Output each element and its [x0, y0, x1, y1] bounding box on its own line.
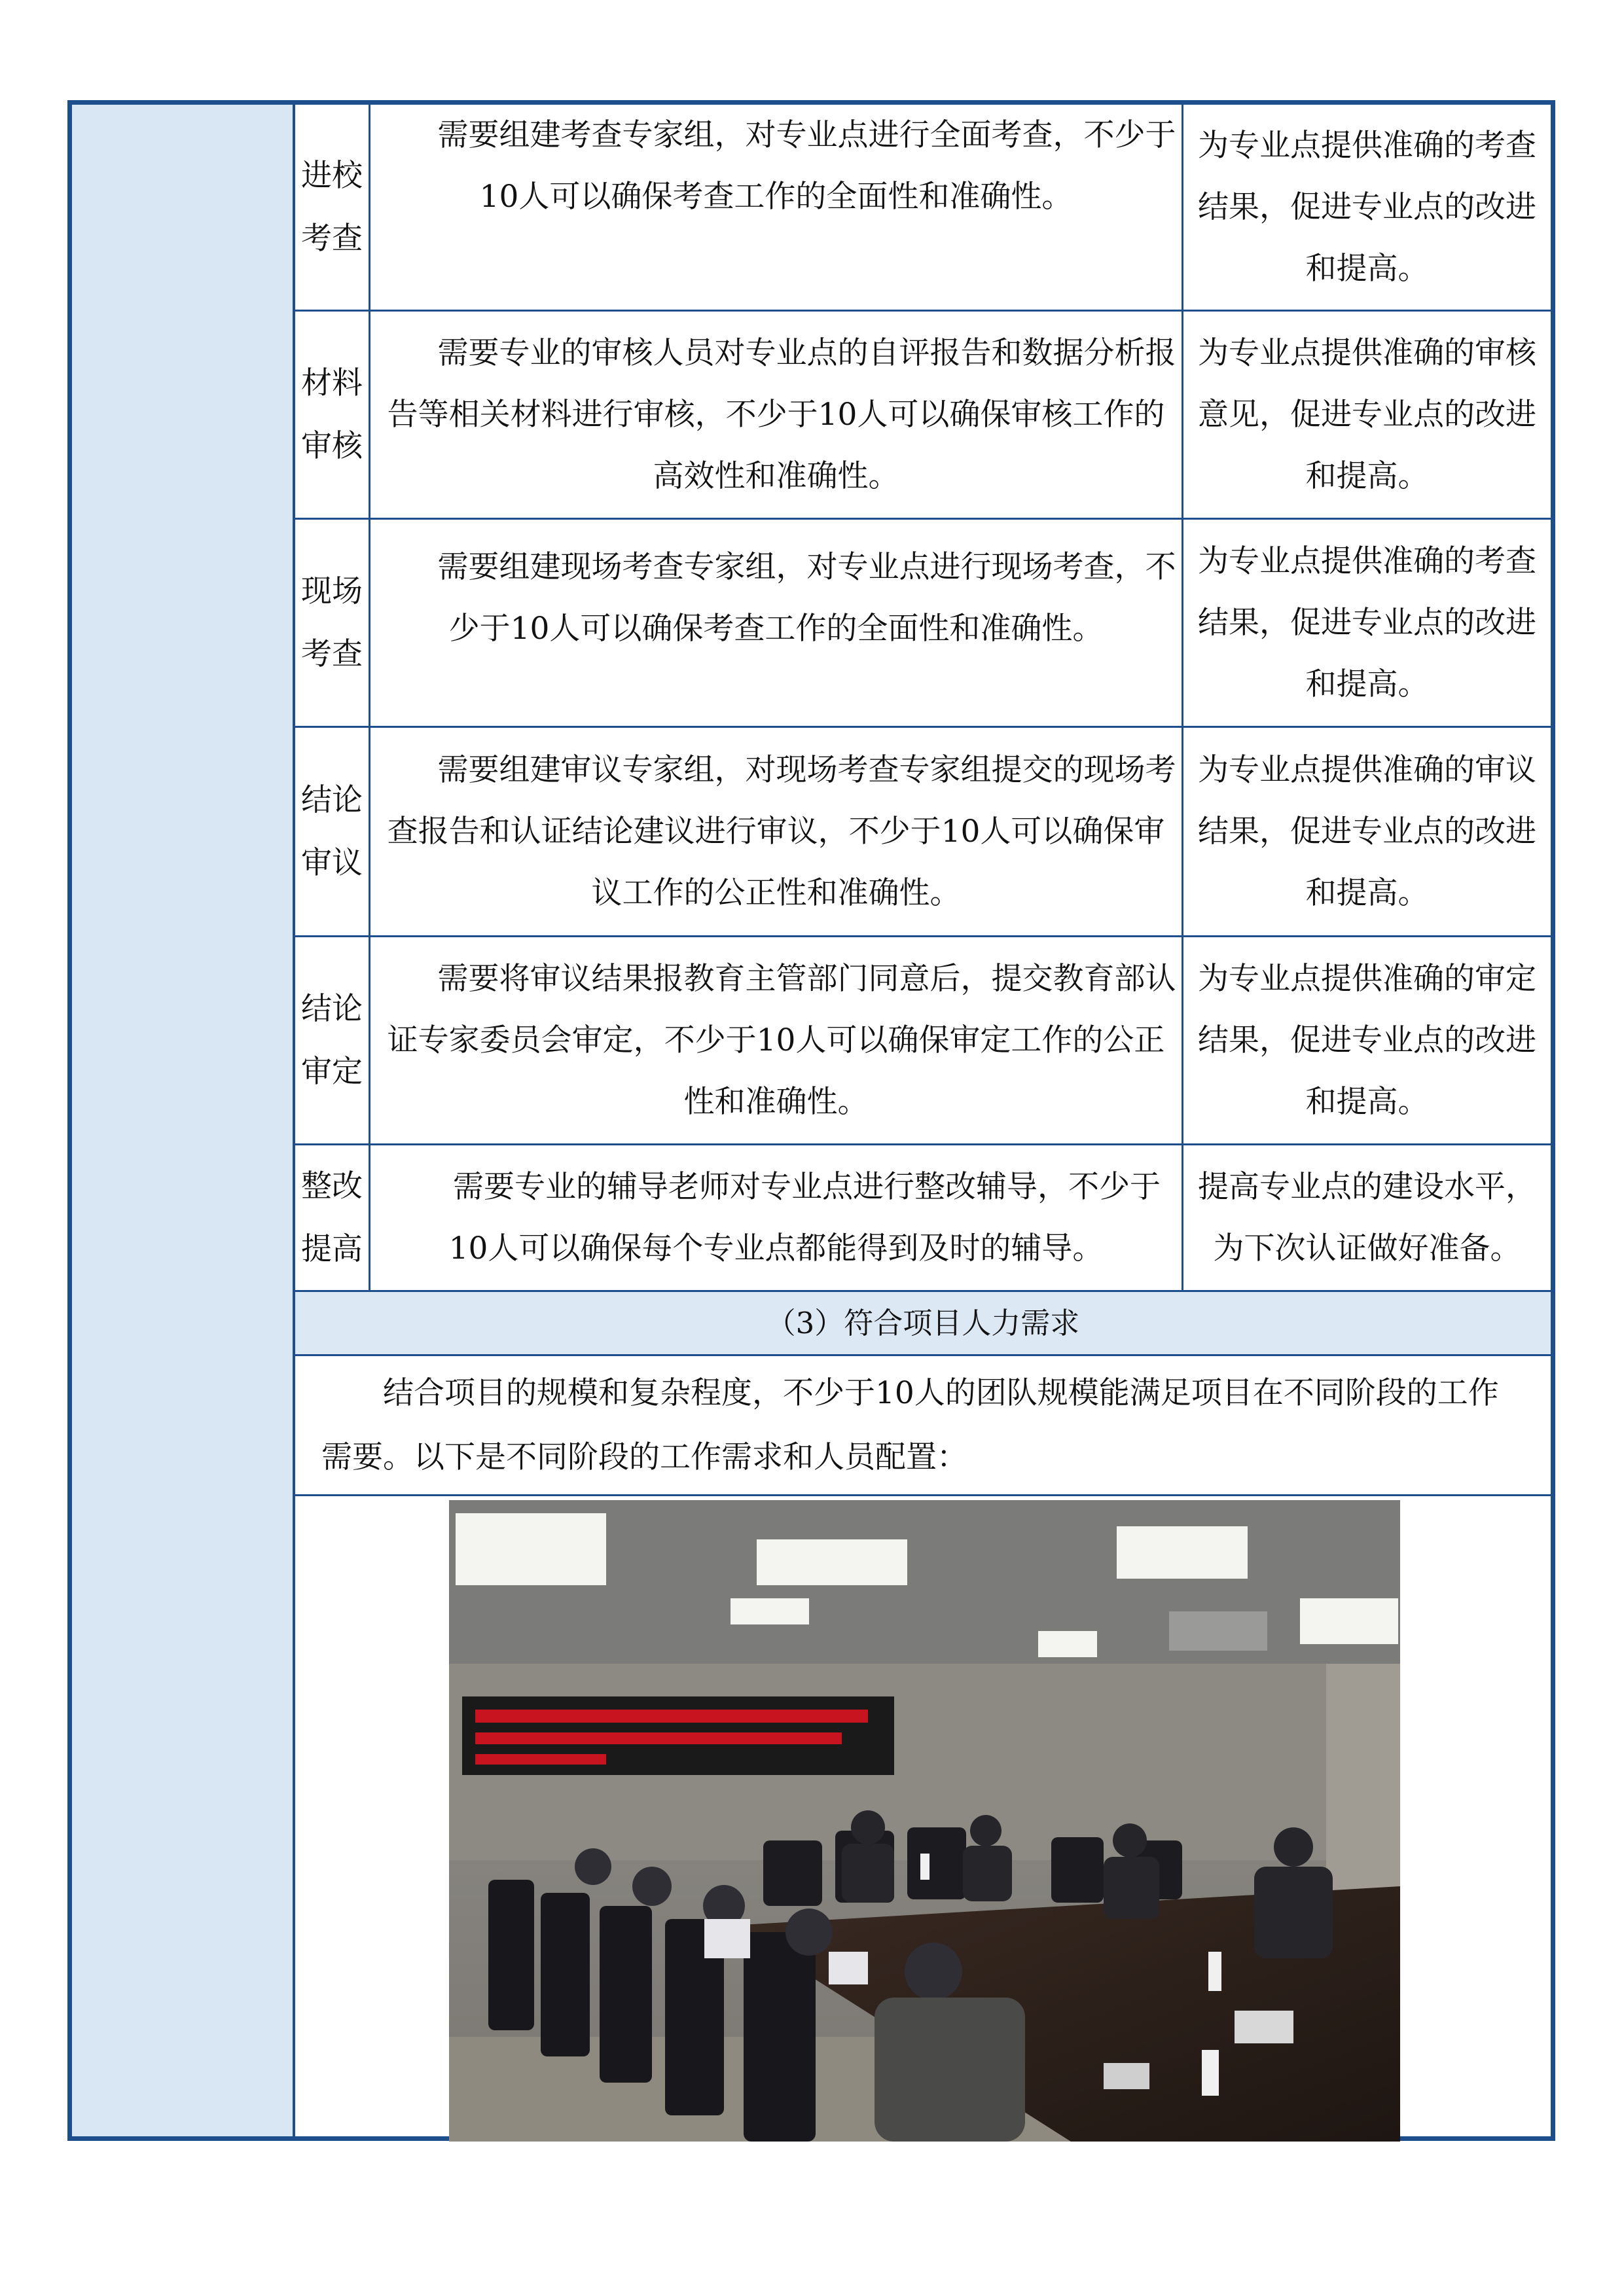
stage-cell	[295, 1145, 370, 1290]
requirement-text: 需要专业的辅导老师对专业点进行整改辅导，不少于10人可以确保每个专业点都能得到及时的辅导。	[448, 1168, 1161, 1266]
stage-label: 整改提高	[301, 1168, 363, 1267]
intro-paragraph: 结合项目的规模和复杂程度，不少于10人的团队规模能满足项目在不同阶段的工作需要。以下是不同阶段的工作需求和人员配置：	[321, 1374, 1499, 1475]
stage-label: 结论审定	[301, 990, 363, 1090]
left-column	[72, 105, 295, 2136]
result-text: 为专业点提供准确的审定结果，促进专业点的改进和提高。	[1198, 960, 1536, 1120]
stage-label: 现场考查	[301, 573, 363, 672]
table-row	[295, 105, 1551, 312]
photo-row	[295, 1496, 1551, 2138]
stage-cell	[295, 520, 370, 726]
document-frame	[67, 100, 1555, 2141]
requirement-cell	[370, 105, 1183, 310]
stage-cell	[295, 105, 370, 310]
requirement-cell	[370, 312, 1183, 518]
stage-cell	[295, 312, 370, 518]
requirement-text: 需要组建考查专家组，对专业点进行全面考查，不少于10人可以确保考查工作的全面性和准确性。	[437, 117, 1176, 215]
result-cell	[1183, 105, 1551, 310]
section-heading: （3）符合项目人力需求	[766, 1305, 1080, 1340]
stage-label: 材料审核	[301, 365, 363, 464]
table-row	[295, 1145, 1551, 1292]
requirement-text: 需要组建现场考查专家组，对专业点进行现场考查，不少于10人可以确保考查工作的全面性和准确性。	[437, 549, 1176, 647]
stage-label: 结论审议	[301, 781, 363, 881]
requirement-cell	[370, 1145, 1183, 1290]
requirement-cell	[370, 937, 1183, 1143]
result-cell	[1183, 728, 1551, 935]
table-row	[295, 520, 1551, 728]
stage-cell	[295, 728, 370, 935]
requirement-cell	[370, 728, 1183, 935]
result-cell	[1183, 520, 1551, 726]
intro-row	[295, 1356, 1551, 1496]
result-text: 为专业点提供准确的考查结果，促进专业点的改进和提高。	[1198, 543, 1536, 702]
table-row	[295, 728, 1551, 937]
result-text: 为专业点提供准确的审议结果，促进专业点的改进和提高。	[1198, 751, 1536, 911]
requirement-cell	[370, 520, 1183, 726]
table-row	[295, 937, 1551, 1145]
stage-cell	[295, 937, 370, 1143]
result-text: 提高专业点的建设水平，为下次认证做好准备。	[1198, 1168, 1536, 1266]
requirement-text: 需要将审议结果报教育主管部门同意后，提交教育部认证专家委员会审定，不少于10人可以确保审定工作的公正性和准确性。	[387, 960, 1176, 1120]
requirement-text: 需要组建审议专家组，对现场考查专家组提交的现场考查报告和认证结论建议进行审议，不少于10人可以确保审议工作的公正性和准确性。	[387, 751, 1176, 911]
result-cell	[1183, 937, 1551, 1143]
stage-label: 进校考查	[301, 157, 363, 257]
table-row	[295, 312, 1551, 520]
requirement-text: 需要专业的审核人员对专业点的自评报告和数据分析报告等相关材料进行审核，不少于10人可以确保审核工作的高效性和准确性。	[387, 334, 1176, 494]
result-text: 为专业点提供准确的考查结果，促进专业点的改进和提高。	[1198, 127, 1536, 287]
result-cell	[1183, 1145, 1551, 1290]
section-heading-row	[295, 1292, 1551, 1356]
meeting-photo	[449, 1500, 1400, 2142]
result-cell	[1183, 312, 1551, 518]
result-text: 为专业点提供准确的审核意见，促进专业点的改进和提高。	[1198, 334, 1536, 494]
